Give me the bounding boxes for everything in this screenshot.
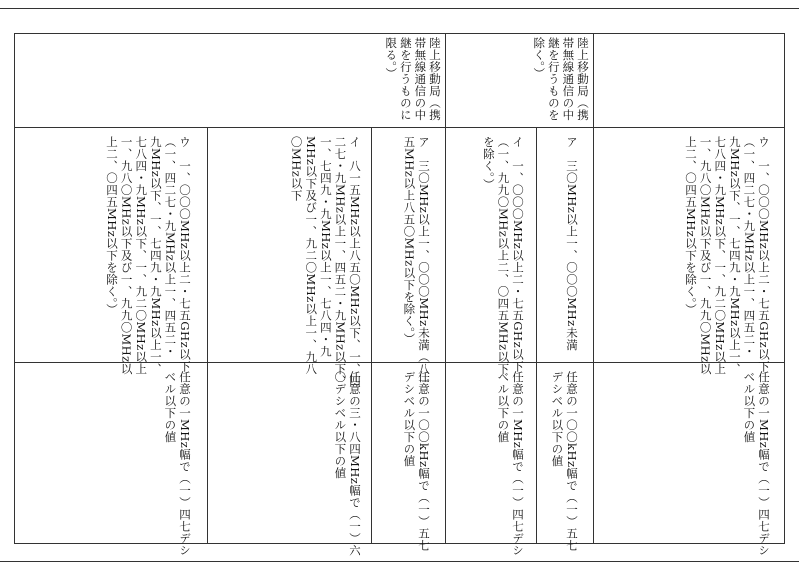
freq-cell: イ 八一五MHz以上八五〇MHz以下、一、四 二七・九MHz以上一、四五二・九MHz以下、 一、七四九・九MHz以上一、七八四・九 MHz以下及び一、九二〇MHz以上一、九八 〇MHz以下 [289,136,362,387]
top-rule [0,8,799,9]
spurious-emission-table [14,33,785,557]
limit-cell: 任意の三・八四MHz幅で（一）六 〇デシベル以下の値 [333,371,362,557]
limit-cell: 任意の一MHz幅で（一）四七デシ ベル以下の値 [742,371,771,557]
header-col-divider-1 [445,34,446,127]
limit-cell: 任意の一MHz幅で（一）四七デシ ベル以下の値 [163,371,192,557]
freq-cell: ウ 一、〇〇〇MHz以上二・七五GHz以下 （一、四二七・九MHz以上一、四五二・ 九MHz以下、一、七四九・九MHz以上一、 七八四・九MHz以下、一、九二〇MHz以上 一、九八〇MHz以下及び一、九九〇MHz以 上二、〇四五MHz以下を除く。） [105,136,192,375]
limit-cell: 任意の一〇〇kHz幅で（一）五七 デシベル以下の値 [550,371,579,552]
bottom-rule [0,561,799,562]
limit-cell: 任意の一〇〇kHz幅で（一）五七 デシベル以下の値 [402,371,431,552]
group-header-relay-only: 陸上移動局（携 帯無線通信の中 継を行うものに 限る。） [384,37,442,121]
freq-cell: ウ 一、〇〇〇MHz以上二・七五GHz以下 （一、四二七・九MHz以上一、四五二・ 九MHz以下、一、七四九・九MHz以上一、 七八四・九MHz以下、一、九二〇MHz以上 一、九八〇MHz以下及び一、九九〇MHz以 上二、〇四五MHz以下を除く。） [684,136,771,375]
col-divider-1 [207,127,208,544]
freq-cell: ア 三〇MHz以上一、〇〇〇MHz未満 [565,136,579,351]
limit-cell: 任意の一MHz幅で（一）四七デシ ベル以下の値 [496,371,525,557]
group-header-relay-excluded: 陸上移動局（携 帯無線通信の中 継を行うものを 除く。） [532,37,590,121]
col-divider-5 [593,127,594,544]
freq-cell: イ 一、〇〇〇MHz以上二・七五GHz以下 （一、九九〇MHz以上二、〇四五MHz以下 を除く。） [481,136,525,375]
freq-cell: ア 三〇MHz以上一、〇〇〇MHz未満（八一 五MHz以上八五〇MHz以下を除く。） [402,136,431,387]
header-col-divider-2 [593,34,594,127]
col-divider-4 [536,127,537,544]
col-divider-3 [445,127,446,544]
header-divider [15,127,784,128]
col-divider-2 [371,127,372,544]
